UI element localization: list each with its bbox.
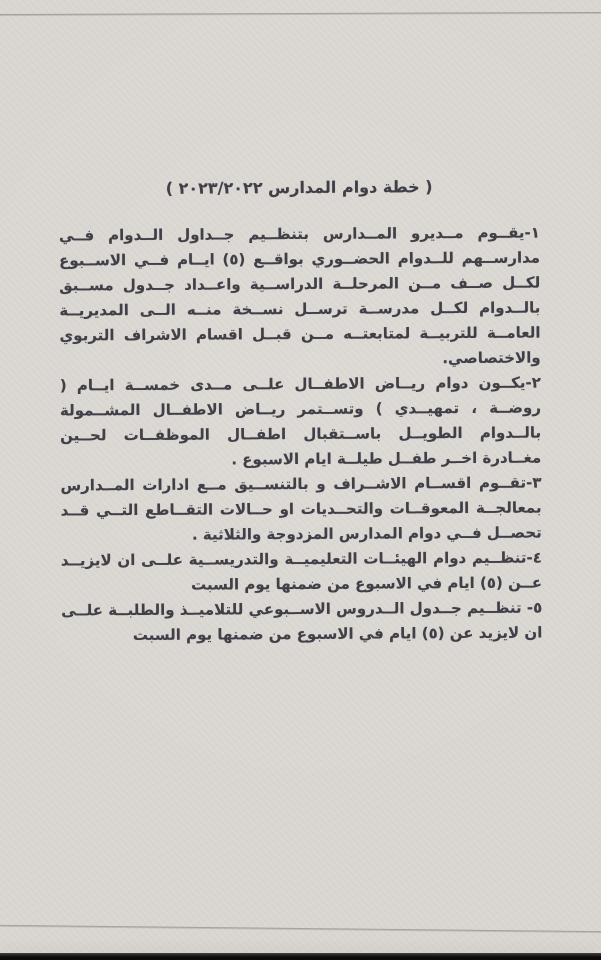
document-paragraph-5: ٥- تنظــيم جــدول الــدروس الاســبوعي للتلاميــذ والطلبــة علــى ان لايزيد عن (٥) ايام في الاسبوع من ضمنها يوم السبت (61, 598, 543, 645)
paper-fold-line-top (0, 12, 601, 16)
document-paragraph-4: ٤-تنظــيم دوام الهيئــات التعليميــة والتدريســية علــى ان لايزيــد عــن (٥) ايام في الاسبوع من ضمنها يوم السبت (60, 548, 543, 594)
document-title: ( خطة دوام المدارس ٢٠٢٣/٢٠٢٢ ) (165, 177, 433, 198)
document-paragraph-2: ٢-يكــون دوام ريــاض الاطفــال علــى مــدى خمســة ايــام ( روضــة ، تمهيــدي ) وتســتمر ريــاض الاطفــال المشــمولة بالــدوام الطويــل باســتقبال اطفــال الموظفــات لحــين مغــادرة اخــر طفــل طيلــة ايام الاسبوع . (59, 373, 542, 469)
scan-edge-bottom (0, 953, 601, 960)
document-paragraph-3: ٣-تقــوم اقســام الاشــراف و بالتنســيق مــع ادارات المــدارس بمعالجــة المعوقــات والتحــديات او حــالات التقــاطع التــي قــد تحصــل فــي دوام المدارس المزدوجة والثلاثية . (60, 473, 542, 544)
paper-fold-line-bottom (0, 925, 601, 933)
document-paragraph-1: ١-يقــوم مــديرو المــدارس بتنظــيم جــداول الــدوام فــي مدارســهم للــدوام الحضــوري بواقــع (٥) ايــام فــي الاســبوع لكــل صــف مــن المرحلــة الدراســية واعــداد جــدول مســبق بالــدوام لكــل مدرســة ترســل نســخة منــه الــى المديريــة العامــة للتربيــة لمتابعتــه مــن قبــل اقسام الاشراف التربوي والاختصاصي. (58, 223, 541, 368)
document-content (59, 175, 543, 649)
